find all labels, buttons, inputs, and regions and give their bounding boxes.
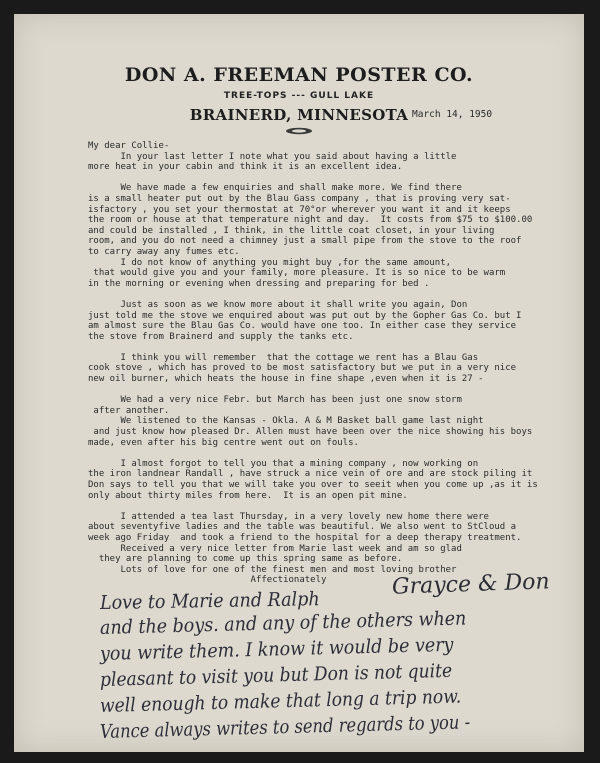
handwritten-line: you write them. I know it would be very <box>99 633 454 665</box>
handwritten-line: and the boys. and any of the others when <box>99 607 467 639</box>
body-line: more heat in your cabin and think it is an excellent idea. <box>88 162 403 173</box>
salutation: My dear Collie- <box>88 141 170 151</box>
body-line: We had a very nice Febr. but March has been just one snow storm <box>88 395 462 406</box>
body-line: Just as soon as we know more about it shall write you again, Don <box>88 299 468 310</box>
letterhead-city: BRAINERD, MINNESOTA <box>189 106 409 124</box>
handwritten-line: well enough to make that long a trip now. <box>99 685 462 717</box>
letter-page <box>14 14 584 752</box>
body-line: after another. <box>88 405 170 416</box>
handwritten-line: Vance always writes to send regards to you - <box>99 711 471 743</box>
body-line: room, and you do not need a chimney just a small pipe from the stove to the roof <box>88 236 522 247</box>
body-line: am almost sure the Blau Gas Co. would have one too. In either case they service <box>88 321 517 332</box>
body-line: is a small heater put out by the Blau Gass company , that is proving very sat- <box>88 193 511 204</box>
body-line: in the morning or evening when dressing and preparing for bed . <box>88 278 430 289</box>
handwritten-line: pleasant to visit you but Don is not quite <box>99 659 453 691</box>
body-line: the room or house at that temperature night and day. It costs from $75 to $100.00 <box>88 215 533 226</box>
body-line: just told me the stove we enquired about was put out by the Gopher Gas Co. but I <box>88 310 522 321</box>
letterhead-company: DON A. FREEMAN POSTER CO. <box>124 64 474 86</box>
letter-date: March 14, 1950 <box>412 109 493 120</box>
letterhead-ornament-icon <box>285 127 313 135</box>
body-line: I almost forgot to tell you that a mining company , now working on <box>88 458 479 469</box>
body-line: the stove from Brainerd and supply the tanks etc. <box>88 331 354 342</box>
body-line: made, even after his big centre went out on fouls. <box>88 437 359 448</box>
letter-body <box>88 141 578 586</box>
body-line: week ago Friday and took a friend to the hospital for a deep therapy treatment. <box>88 532 522 543</box>
body-line: only about thirty miles from here. It is an open pit mine. <box>88 490 408 501</box>
body-line: I think you will remember that the cottage we rent has a Blau Gas <box>88 352 479 363</box>
body-line: and could be installed , I think, in the little coat closet, in your living <box>88 225 495 236</box>
body-line: isfactory , you set your thermostat at 70°or wherever you want it and it keeps <box>88 204 511 215</box>
body-line: to carry away any fumes etc. <box>88 246 240 257</box>
body-line: about seventyfive ladies and the table was beautiful. We also went to StCloud a <box>88 522 517 533</box>
body-line: I attended a tea last Thursday, in a very lovely new home there were <box>88 511 489 522</box>
body-line: Don says to tell you that we will take you over to seeit when you come up ,as it is <box>88 480 538 490</box>
body-line: We have made a few enquiries and shall make more. We find there <box>88 183 462 194</box>
body-line: Affectionately <box>88 575 327 586</box>
body-line: Received a very nice letter from Marie last week and am so glad <box>88 543 462 554</box>
body-line: the iron landnear Randall , have struck a nice vein of ore and are stock piling it <box>88 469 533 480</box>
letterhead-subtitle: TREE-TOPS --- GULL LAKE <box>223 91 375 101</box>
body-line: and just know how pleased Dr. Allen must have been over the nice showing his boys <box>88 427 533 438</box>
body-line: Lots of love for one of the finest men and most loving brother <box>88 564 457 575</box>
handwritten-line: Love to Marie and Ralph <box>99 588 320 614</box>
body-line: We listened to the Kansas - Okla. A & M Basket ball game last night <box>88 416 484 427</box>
body-line: I do not know of anything you might buy ,for the same amount, <box>88 257 452 268</box>
handwritten-signature: Grayce & Don <box>391 569 550 600</box>
body-line: new oil burner, which heats the house in fine shape ,even when it is 27 - <box>88 374 484 385</box>
body-line: they are planning to come up this spring same as before. <box>88 554 403 565</box>
body-line: that would give you and your family, more pleasure. It is so nice to be warm <box>88 268 506 279</box>
body-line: cook stove , which has proved to be most satisfactory but we put in a very nice <box>88 363 517 374</box>
body-line: In your last letter I note what you said about having a little <box>88 151 457 162</box>
